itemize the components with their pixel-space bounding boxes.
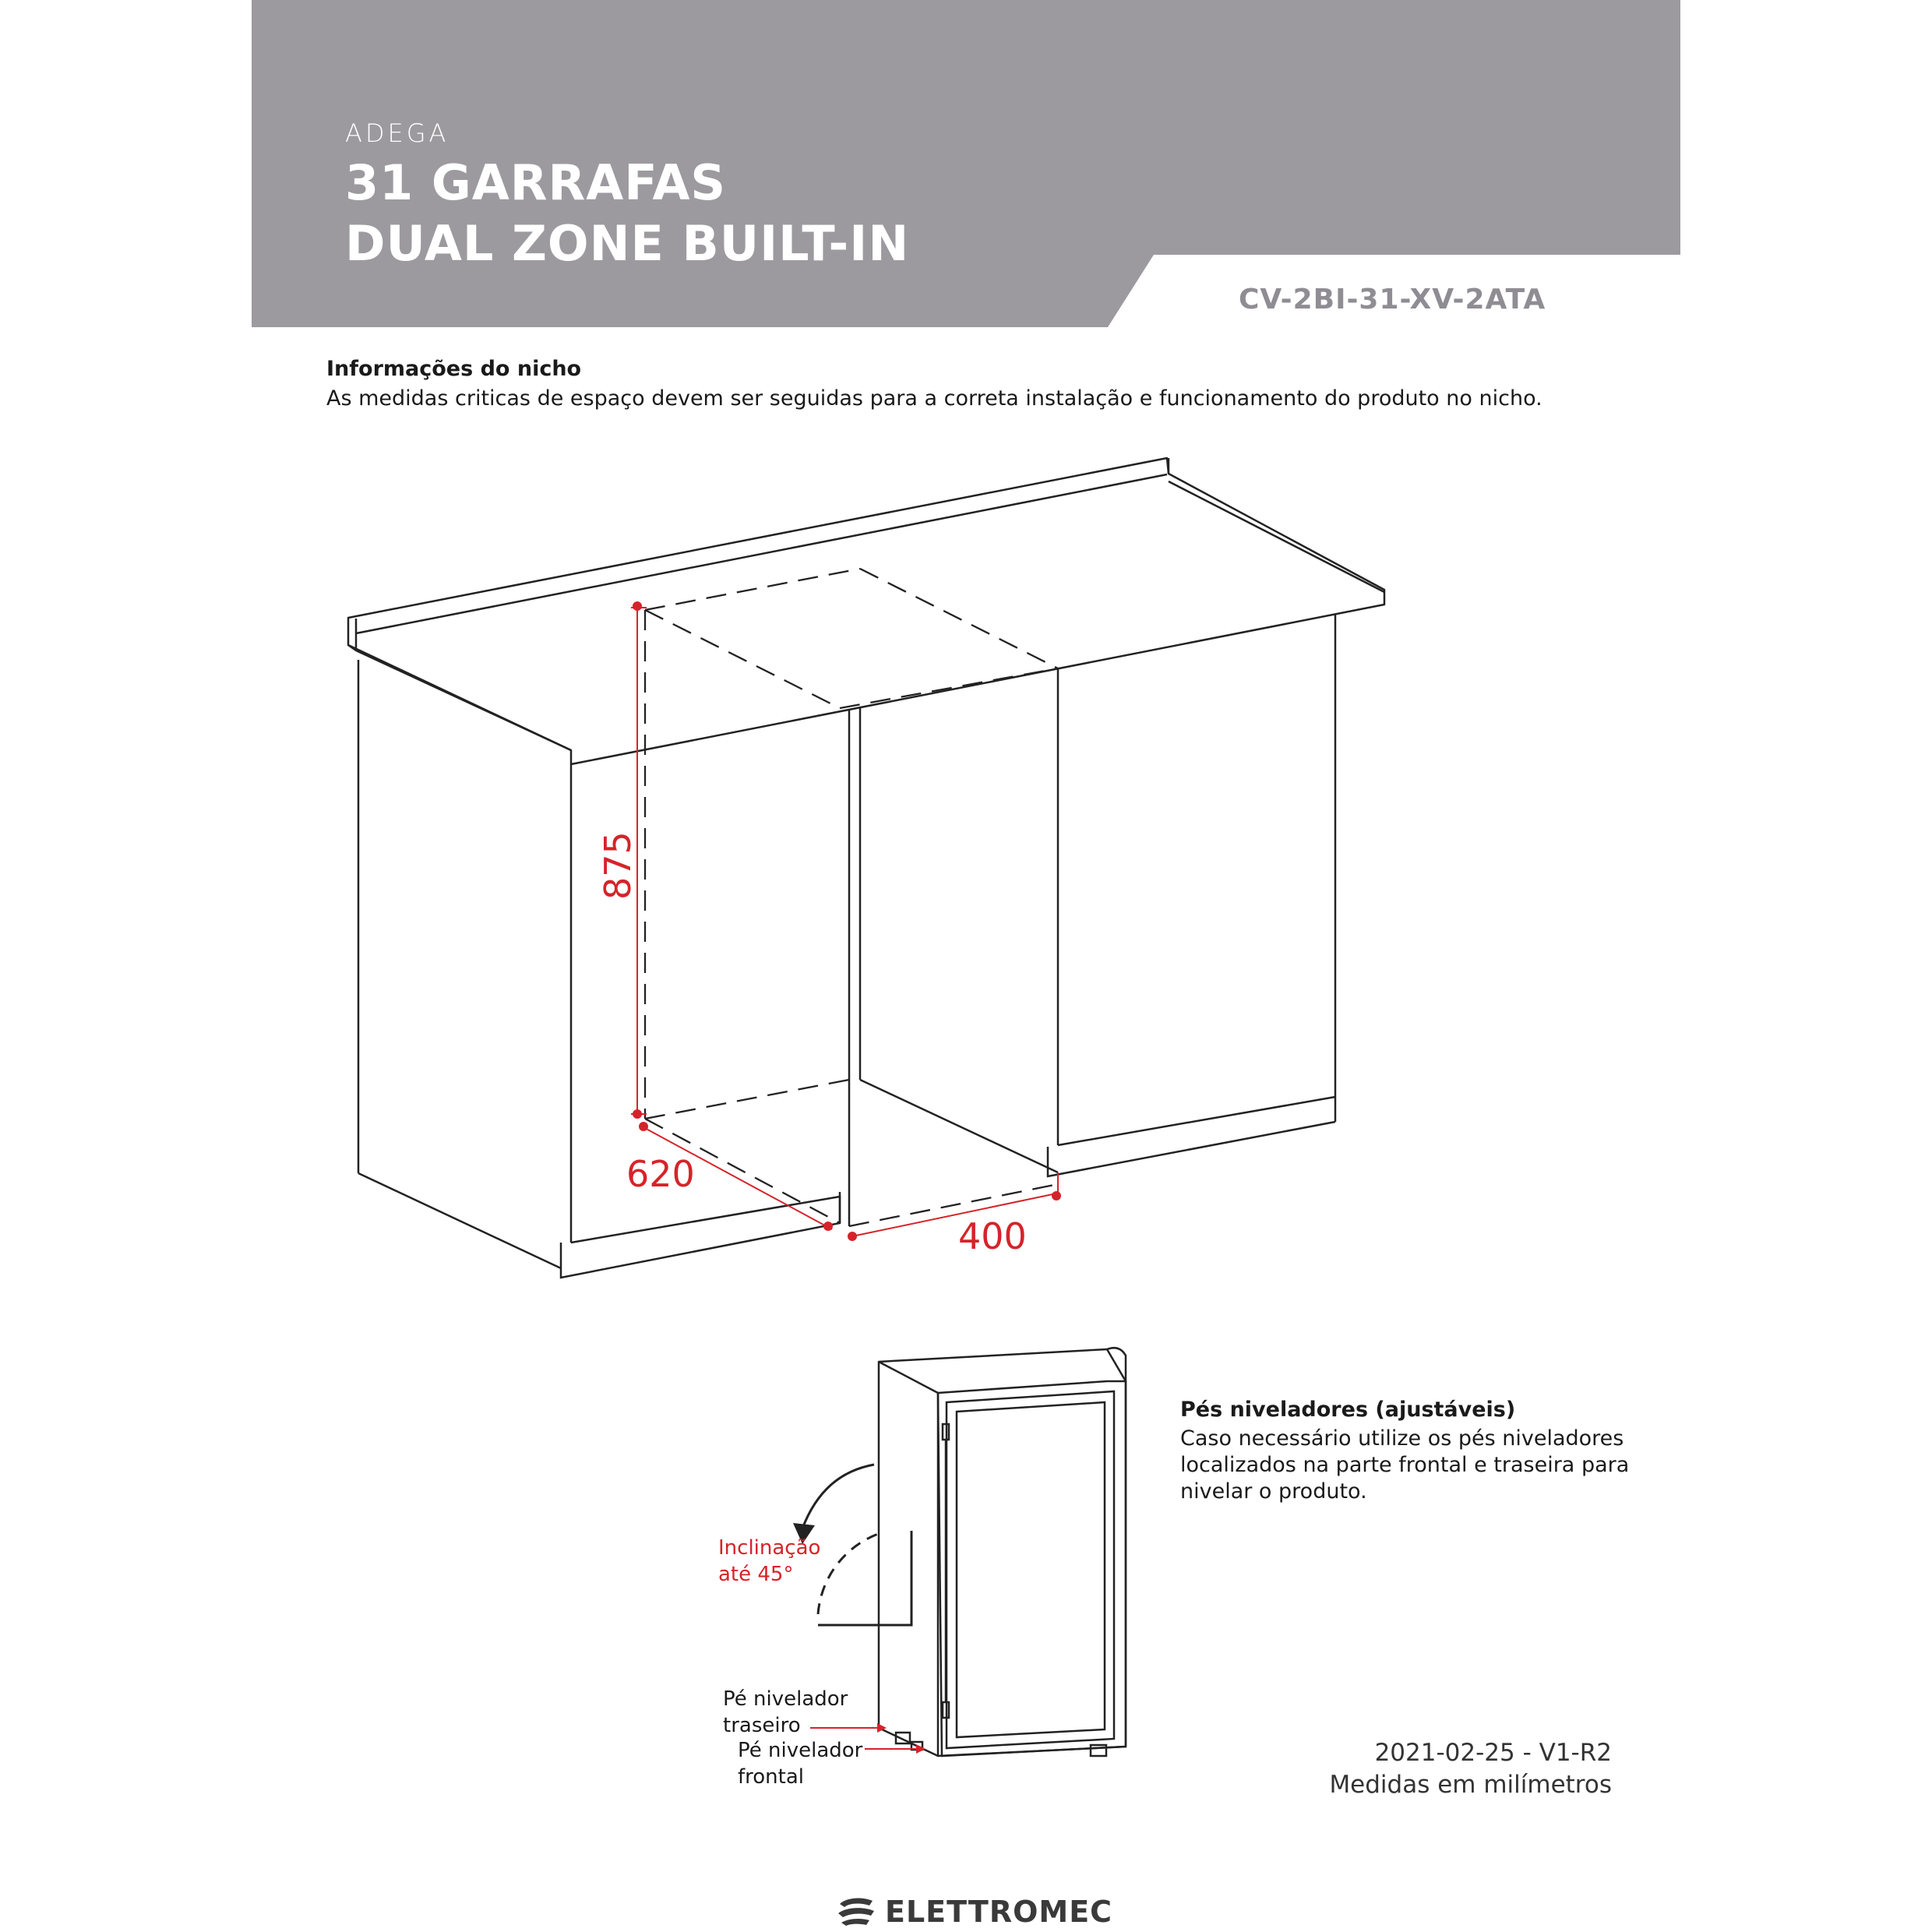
feet-line-3: nivelar o produto. [1180,1479,1367,1504]
niche-heading: Informações do nicho [326,357,582,381]
version-text: 2021-02-25 - V1-R2 [1374,1739,1612,1767]
brand-logo [835,1895,1112,1929]
cabinet-drawing [348,458,1384,1278]
front-foot-line-2: frontal [738,1765,805,1789]
units-text: Medidas em milímetros [1329,1771,1612,1799]
brand-logo-icon [835,1896,879,1927]
title-line-1: 31 GARRAFAS [345,154,727,211]
product-category: ADEGA [345,118,450,148]
front-foot-line-1: Pé nivelador [738,1739,863,1762]
model-code: CV-2BI-31-XV-2ATA [1239,284,1546,316]
brand-name: ELETTROMEC [885,1895,1113,1929]
feet-heading: Pés niveladores (ajustáveis) [1180,1398,1516,1422]
tilt-label [718,1535,820,1588]
feet-line-2: localizados na parte frontal e traseira para [1180,1453,1630,1477]
dimension-height: 875 [597,831,639,900]
tilt-line-1: Inclinação [718,1536,821,1560]
rear-foot-line-2: traseiro [723,1714,801,1737]
title-line-2: DUAL ZONE BUILT-IN [345,215,910,272]
feet-line-1: Caso necessário utilize os pés niveladores [1180,1426,1624,1451]
dimension-width: 400 [958,1215,1027,1257]
rear-foot-line-1: Pé nivelador [723,1687,848,1711]
rear-foot-label [723,1686,848,1739]
tilt-line-2: até 45° [718,1563,794,1586]
feet-description [1180,1426,1648,1505]
dimension-depth: 620 [626,1153,695,1195]
niche-description: As medidas criticas de espaço devem ser seguidas para a correta instalação e funcionamento do produto no nicho. [326,386,1542,411]
front-foot-label [738,1737,862,1790]
